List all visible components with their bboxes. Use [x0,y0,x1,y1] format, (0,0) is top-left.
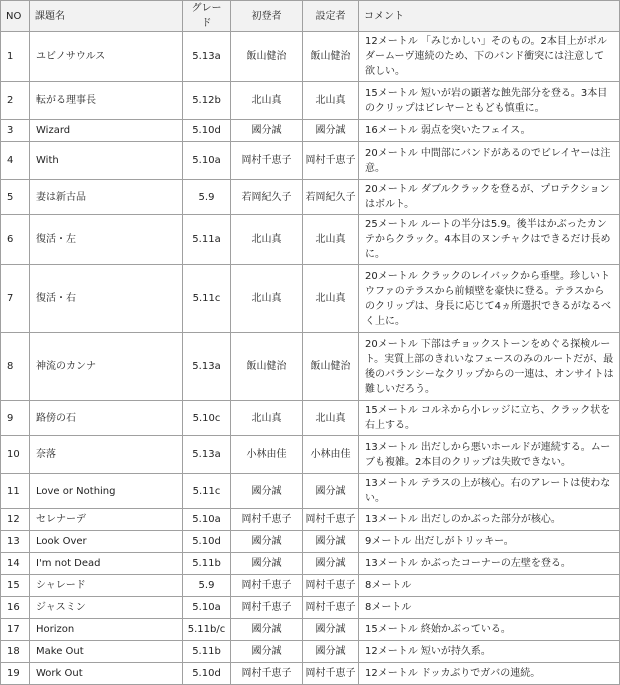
table-row [1,180,620,215]
cell-comment: 8メートル [359,597,620,619]
header-first-ascent: 初登者 [231,1,303,32]
cell-comment: 13メートル 出だしのかぶった部分が核心。 [359,509,620,531]
cell-first-ascent: 飯山健治 [231,32,303,82]
cell-setter: 北山真 [303,82,359,120]
cell-comment: 20メートル ダブルクラックを登るが、プロテクションはボルト。 [359,180,620,215]
cell-grade: 5.10a [183,597,231,619]
header-comment: コメント [359,1,620,32]
table-row [1,509,620,531]
table-row [1,333,620,401]
cell-comment: 12メートル ドッカぶりでガバの連続。 [359,663,620,685]
cell-comment: 13メートル かぶったコーナーの左壁を登る。 [359,553,620,575]
table-row [1,436,620,474]
table-row [1,82,620,120]
cell-first-ascent: 岡村千恵子 [231,575,303,597]
cell-first-ascent: 國分誠 [231,120,303,142]
cell-setter: 岡村千恵子 [303,597,359,619]
cell-no: 12 [1,509,30,531]
cell-setter: 岡村千恵子 [303,663,359,685]
table-row [1,401,620,436]
cell-grade: 5.10c [183,401,231,436]
table-row [1,641,620,663]
cell-grade: 5.10a [183,509,231,531]
cell-first-ascent: 國分誠 [231,619,303,641]
cell-setter: 國分誠 [303,641,359,663]
cell-first-ascent: 北山真 [231,401,303,436]
cell-comment: 9メートル 出だしがトリッキー。 [359,531,620,553]
cell-no: 9 [1,401,30,436]
table-row [1,32,620,82]
cell-no: 18 [1,641,30,663]
cell-grade: 5.9 [183,180,231,215]
cell-grade: 5.11b [183,641,231,663]
cell-no: 8 [1,333,30,401]
cell-no: 2 [1,82,30,120]
cell-setter: 飯山健治 [303,32,359,82]
table-row [1,619,620,641]
table-row [1,575,620,597]
cell-first-ascent: 國分誠 [231,553,303,575]
cell-route-name: Wizard [30,120,183,142]
header-grade: グレード [183,1,231,32]
cell-comment: 15メートル 短いが岩の顕著な蝕先部分を登る。3本目のクリップはビレヤーともども慎重に。 [359,82,620,120]
cell-comment: 16メートル 弱点を突いたフェイス。 [359,120,620,142]
cell-no: 3 [1,120,30,142]
cell-route-name: Make Out [30,641,183,663]
cell-route-name: Love or Nothing [30,474,183,509]
cell-no: 7 [1,265,30,333]
cell-first-ascent: 岡村千恵子 [231,142,303,180]
cell-first-ascent: 北山真 [231,82,303,120]
cell-comment: 20メートル 中間部にバンドがあるのでビレイヤーは注意。 [359,142,620,180]
table-row [1,474,620,509]
cell-setter: 國分誠 [303,120,359,142]
cell-setter: 岡村千恵子 [303,509,359,531]
header-route-name: 課題名 [30,1,183,32]
cell-first-ascent: 岡村千恵子 [231,509,303,531]
cell-first-ascent: 國分誠 [231,474,303,509]
table-row [1,265,620,333]
cell-setter: 若岡紀久子 [303,180,359,215]
table-row [1,553,620,575]
cell-route-name: Look Over [30,531,183,553]
cell-grade: 5.13a [183,32,231,82]
cell-setter: 北山真 [303,401,359,436]
cell-comment: 13メートル 出だしから悪いホールドが連続する。ムーブも複雑。2本目のクリップは失敗できない。 [359,436,620,474]
cell-no: 11 [1,474,30,509]
cell-grade: 5.13a [183,333,231,401]
cell-no: 6 [1,215,30,265]
cell-no: 14 [1,553,30,575]
header-row [1,1,620,32]
cell-route-name: シャレード [30,575,183,597]
cell-setter: 國分誠 [303,474,359,509]
cell-route-name: 路傍の石 [30,401,183,436]
cell-no: 19 [1,663,30,685]
cell-grade: 5.10d [183,663,231,685]
cell-comment: 12メートル 短いが持久系。 [359,641,620,663]
cell-grade: 5.10a [183,142,231,180]
cell-route-name: Work Out [30,663,183,685]
cell-grade: 5.10d [183,531,231,553]
cell-comment: 20メートル クラックのレイバックから垂壁。珍しいトウファのテラスから前傾壁を豪快に登る。テラスからのクリップは、身長に応じて4ヵ所選択できるがなるべく上に。 [359,265,620,333]
cell-grade: 5.9 [183,575,231,597]
cell-no: 13 [1,531,30,553]
cell-setter: 岡村千恵子 [303,575,359,597]
cell-route-name: I'm not Dead [30,553,183,575]
cell-first-ascent: 岡村千恵子 [231,663,303,685]
cell-route-name: ジャスミン [30,597,183,619]
cell-grade: 5.11b [183,553,231,575]
cell-comment: 8メートル [359,575,620,597]
cell-first-ascent: 小林由佳 [231,436,303,474]
cell-setter: 國分誠 [303,531,359,553]
table-row [1,531,620,553]
cell-setter: 岡村千恵子 [303,142,359,180]
cell-route-name: 復活・右 [30,265,183,333]
header-no: NO [1,1,30,32]
cell-no: 4 [1,142,30,180]
cell-route-name: 神流のカンナ [30,333,183,401]
cell-route-name: 転がる理事長 [30,82,183,120]
cell-comment: 20メートル 下部はチョックストーンをめぐる探検ルート。実質上部のきれいなフェースのみのルートだが、最後のバランシーなクリップからの一連は、オンサイトは難しいだろう。 [359,333,620,401]
cell-setter: 國分誠 [303,553,359,575]
cell-first-ascent: 國分誠 [231,531,303,553]
cell-no: 1 [1,32,30,82]
table-row [1,663,620,685]
cell-route-name: 妻は新古品 [30,180,183,215]
cell-no: 15 [1,575,30,597]
cell-comment: 15メートル 終始かぶっている。 [359,619,620,641]
cell-setter: 北山真 [303,265,359,333]
cell-comment: 15メートル コルネから小レッジに立ち、クラック状を右上する。 [359,401,620,436]
cell-setter: 飯山健治 [303,333,359,401]
header-setter: 設定者 [303,1,359,32]
table-row [1,120,620,142]
cell-route-name: 復活・左 [30,215,183,265]
cell-grade: 5.12b [183,82,231,120]
table-row [1,597,620,619]
table-row [1,142,620,180]
cell-setter: 北山真 [303,215,359,265]
cell-comment: 13メートル テラスの上が核心。右のアレートは使わない。 [359,474,620,509]
cell-first-ascent: 若岡紀久子 [231,180,303,215]
cell-route-name: With [30,142,183,180]
cell-first-ascent: 北山真 [231,265,303,333]
cell-grade: 5.11a [183,215,231,265]
cell-comment: 25メートル ルートの半分は5.9。後半はかぶったカンテからクラック。4本目のヌンチャクはできるだけ長めに。 [359,215,620,265]
cell-setter: 小林由佳 [303,436,359,474]
cell-grade: 5.11c [183,265,231,333]
cell-no: 5 [1,180,30,215]
cell-first-ascent: 北山真 [231,215,303,265]
cell-first-ascent: 岡村千恵子 [231,597,303,619]
table-row [1,215,620,265]
cell-grade: 5.11c [183,474,231,509]
cell-route-name: 奈落 [30,436,183,474]
cell-route-name: ユビノサウルス [30,32,183,82]
cell-first-ascent: 飯山健治 [231,333,303,401]
cell-first-ascent: 國分誠 [231,641,303,663]
cell-grade: 5.11b/c [183,619,231,641]
cell-no: 10 [1,436,30,474]
cell-no: 17 [1,619,30,641]
cell-comment: 12メートル 「みじかしい」そのもの。2本目上がポルダームーヴ連続のため、下のバンド衝突には注意して欲しい。 [359,32,620,82]
cell-grade: 5.10d [183,120,231,142]
cell-route-name: セレナーデ [30,509,183,531]
cell-route-name: Horizon [30,619,183,641]
cell-grade: 5.13a [183,436,231,474]
cell-setter: 國分誠 [303,619,359,641]
cell-no: 16 [1,597,30,619]
